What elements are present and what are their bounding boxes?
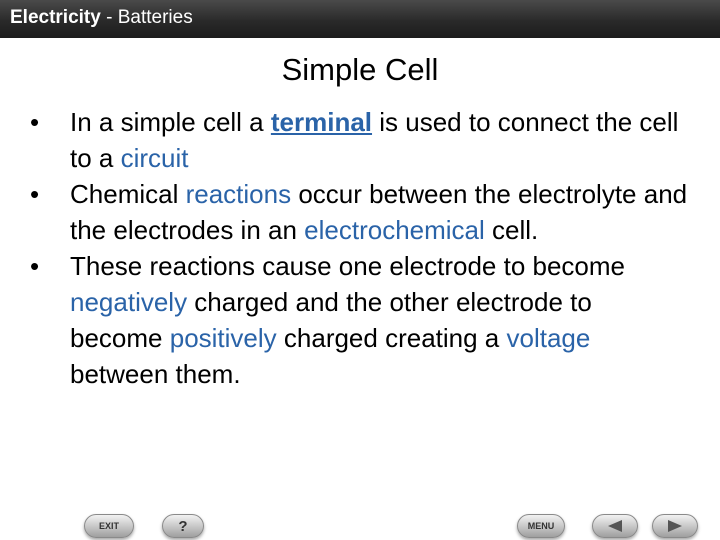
breadcrumb — [10, 7, 193, 29]
bullet-text: between them. — [70, 359, 241, 389]
help-button[interactable]: ? — [162, 514, 204, 538]
right-arrow-icon — [668, 520, 682, 532]
list-item — [30, 104, 690, 176]
left-arrow-icon — [608, 520, 622, 532]
bullet-glyph: • — [30, 107, 40, 137]
footer-nav — [0, 508, 720, 540]
bullet-glyph: • — [30, 251, 40, 281]
keyword: voltage — [506, 323, 591, 353]
list-item — [30, 176, 690, 248]
menu-button[interactable]: MENU — [517, 514, 565, 538]
header-topic: Batteries — [117, 7, 193, 28]
bullet-text: Chemical — [70, 179, 186, 209]
bullet-text: is used to connect the cell to a — [70, 107, 679, 173]
keyword: electrochemical — [304, 215, 485, 245]
next-button[interactable] — [652, 514, 698, 538]
bullet-text: cell. — [484, 215, 539, 245]
bullet-list — [30, 104, 690, 392]
keyword: positively — [169, 323, 277, 353]
keyword: reactions — [185, 179, 292, 209]
list-item — [30, 248, 690, 392]
keyword: circuit — [120, 143, 189, 173]
header-separator: - — [100, 7, 118, 28]
keyword: negatively — [70, 287, 188, 317]
terminal-link[interactable]: terminal — [270, 107, 373, 137]
header-subject: Electricity — [10, 7, 101, 28]
bullet-text: In a simple cell a — [70, 107, 271, 137]
bullet-text: charged and the other electrode to become — [70, 287, 592, 353]
exit-button[interactable]: EXIT — [84, 514, 134, 538]
page-title: Simple Cell — [281, 52, 439, 87]
bullet-glyph: • — [30, 179, 40, 209]
header-bar — [0, 0, 720, 38]
previous-button[interactable] — [592, 514, 638, 538]
bullet-text: occur between the electrolyte and the electrodes in an — [70, 179, 688, 245]
bullet-text: These reactions cause one electrode to become — [70, 251, 626, 281]
bullet-text: charged creating a — [276, 323, 507, 353]
